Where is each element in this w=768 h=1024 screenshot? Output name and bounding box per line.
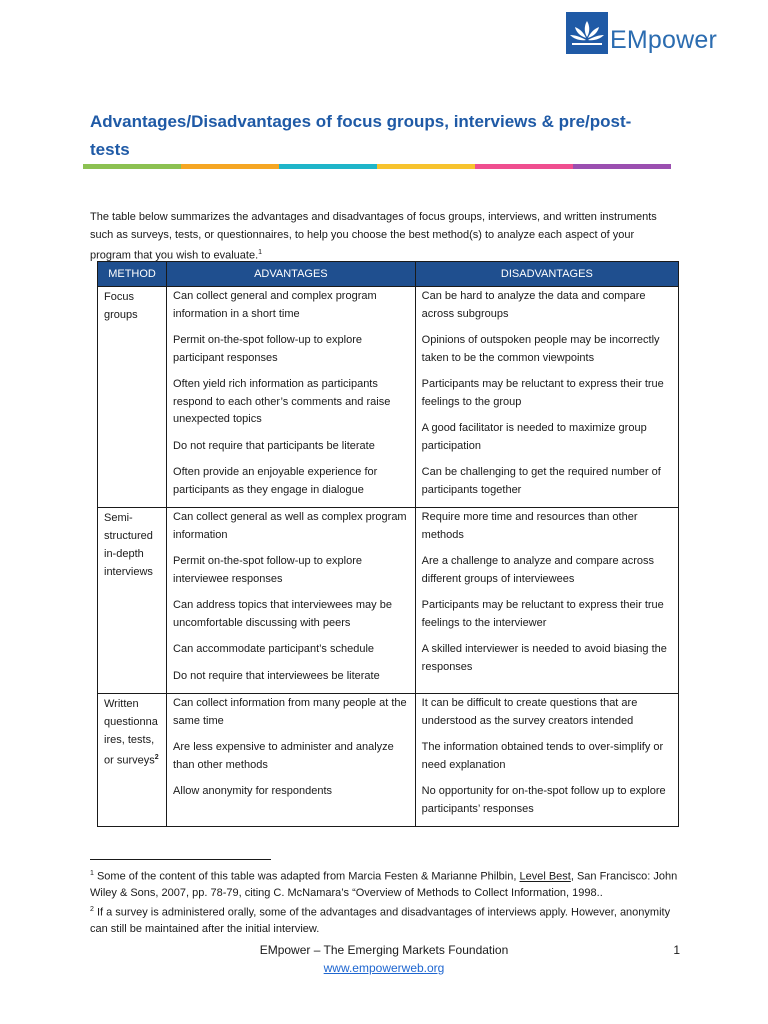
disadvantage-item: A skilled interviewer is needed to avoid biasing the responses bbox=[421, 643, 667, 673]
footer-organization: EMpower – The Emerging Markets Foundation bbox=[259, 943, 509, 957]
footnotes bbox=[90, 866, 680, 937]
method-cell bbox=[98, 508, 167, 694]
table-row bbox=[98, 508, 679, 694]
footnote-1-text-b: , San Francisco: John Wiley & Sons, 2007, pp. 78-79, citing C. McNamara’s “Overview of Methods to Collect Information, 1998.. bbox=[90, 870, 678, 900]
page-title-line-2: tests bbox=[90, 140, 130, 159]
advantage-item: Can accommodate participant’s schedule bbox=[173, 643, 375, 655]
advantage-item: Do not require that participants be literate bbox=[173, 439, 375, 452]
table-row bbox=[98, 287, 679, 508]
disadvantage-item: Can be hard to analyze the data and compare across subgroups bbox=[421, 290, 646, 320]
disadvantage-item: Can be challenging to get the required number of participants together bbox=[421, 466, 661, 496]
empower-logo bbox=[566, 12, 726, 62]
method-label-line: ires, tests, bbox=[104, 734, 155, 746]
intro-paragraph bbox=[90, 208, 674, 265]
divider-segment bbox=[181, 164, 279, 169]
disadvantages-cell bbox=[415, 287, 678, 508]
method-label-line: in-depth bbox=[104, 548, 144, 560]
methods-table bbox=[97, 261, 679, 827]
footnote-1-book-title: Level Best bbox=[519, 870, 571, 883]
footnote-1-number: 1 bbox=[90, 870, 94, 877]
method-label-line: interviews bbox=[104, 566, 153, 578]
advantage-item: Often yield rich information as participants respond to each other’s comments and raise unexpected topics bbox=[173, 378, 391, 425]
disadvantage-item: Opinions of outspoken people may be incorrectly taken to be the common viewpoints bbox=[421, 334, 660, 364]
method-cell bbox=[98, 287, 167, 508]
divider-segment bbox=[573, 164, 671, 169]
header-disadvantages: DISADVANTAGES bbox=[415, 262, 678, 287]
disadvantages-cell bbox=[415, 508, 678, 694]
intro-text: The table below summarizes the advantages and disadvantages of focus groups, interviews, and written instruments such as surveys, tests, or questionnaires, to help you choose the best method(s) to analyze each aspect of your program that you wish to evaluate. bbox=[90, 211, 657, 262]
footer-website-link[interactable]: www.empowerweb.org bbox=[323, 961, 445, 975]
disadvantage-item: It can be difficult to create questions that are understood as the survey creators intended bbox=[421, 697, 638, 727]
table-header-row bbox=[98, 262, 679, 287]
method-label-line: structured bbox=[104, 530, 153, 542]
disadvantage-item: Participants may be reluctant to express their true feelings to the group bbox=[421, 378, 664, 408]
header-method: METHOD bbox=[98, 262, 167, 287]
brand-name: EMpower bbox=[610, 26, 717, 54]
header-advantages: ADVANTAGES bbox=[167, 262, 416, 287]
page-title bbox=[90, 108, 670, 164]
advantages-cell bbox=[167, 694, 416, 827]
disadvantages-cell bbox=[415, 694, 678, 827]
method-label-line bbox=[104, 749, 161, 770]
method-label-line: Written bbox=[104, 698, 139, 710]
disadvantage-item: Are a challenge to analyze and compare across different groups of interviewees bbox=[421, 555, 655, 585]
method-label-line: Focus bbox=[104, 291, 134, 303]
footnote-1 bbox=[90, 866, 680, 902]
table-row bbox=[98, 694, 679, 827]
color-divider bbox=[83, 164, 671, 169]
advantages-cell bbox=[167, 287, 416, 508]
divider-segment bbox=[279, 164, 377, 169]
page-number: 1 bbox=[673, 943, 680, 957]
lotus-icon bbox=[566, 12, 608, 54]
advantage-item: Can collect general and complex program information in a short time bbox=[173, 290, 377, 320]
disadvantage-item: A good facilitator is needed to maximize group participation bbox=[421, 422, 647, 452]
method-cell bbox=[98, 694, 167, 827]
advantage-item: Are less expensive to administer and analyze than other methods bbox=[173, 741, 394, 771]
divider-segment bbox=[83, 164, 181, 169]
footnote-ref-1[interactable]: 1 bbox=[258, 249, 263, 256]
advantage-item: Permit on-the-spot follow-up to explore interviewee responses bbox=[173, 555, 362, 585]
advantages-cell bbox=[167, 508, 416, 694]
page-title-line-1: Advantages/Disadvantages of focus groups, interviews & pre/post- bbox=[90, 112, 632, 131]
advantage-item: Permit on-the-spot follow-up to explore participant responses bbox=[173, 334, 362, 364]
divider-segment bbox=[377, 164, 475, 169]
advantage-item: Can collect information from many people at the same time bbox=[173, 697, 407, 727]
advantage-item: Allow anonymity for respondents bbox=[173, 785, 333, 797]
advantage-item: Often provide an enjoyable experience for participants as they engage in dialogue bbox=[173, 466, 378, 496]
footnote-1-text-a: Some of the content of this table was adapted from Marcia Festen & Marianne Philbin, bbox=[93, 870, 520, 883]
method-label-line: questionna bbox=[104, 716, 158, 728]
method-label-text: or surveys bbox=[104, 754, 155, 767]
disadvantage-item: Participants may be reluctant to express their true feelings to the interviewer bbox=[421, 599, 664, 629]
disadvantage-item: The information obtained tends to over-simplify or need explanation bbox=[421, 741, 664, 771]
disadvantage-item: Require more time and resources than other methods bbox=[421, 511, 638, 541]
divider-segment bbox=[475, 164, 573, 169]
disadvantage-item: No opportunity for on-the-spot follow up to explore participants’ responses bbox=[421, 785, 666, 815]
footnote-rule bbox=[90, 859, 271, 860]
advantage-item: Can address topics that interviewees may be uncomfortable discussing with peers bbox=[173, 599, 392, 629]
advantage-item: Do not require that interviewees be literate bbox=[173, 669, 380, 682]
method-label-line: groups bbox=[104, 309, 138, 321]
footnote-2-number: 2 bbox=[90, 905, 94, 913]
method-label-line: Semi- bbox=[104, 512, 133, 524]
footnote-ref-2[interactable]: 2 bbox=[154, 754, 159, 761]
footnote-2 bbox=[90, 902, 680, 938]
advantage-item: Can collect general as well as complex program information bbox=[173, 511, 407, 541]
footnote-2-text: If a survey is administered orally, some of the advantages and disadvantages of interviews apply. However, anonymity can still be maintained after the initial interview. bbox=[90, 906, 671, 935]
